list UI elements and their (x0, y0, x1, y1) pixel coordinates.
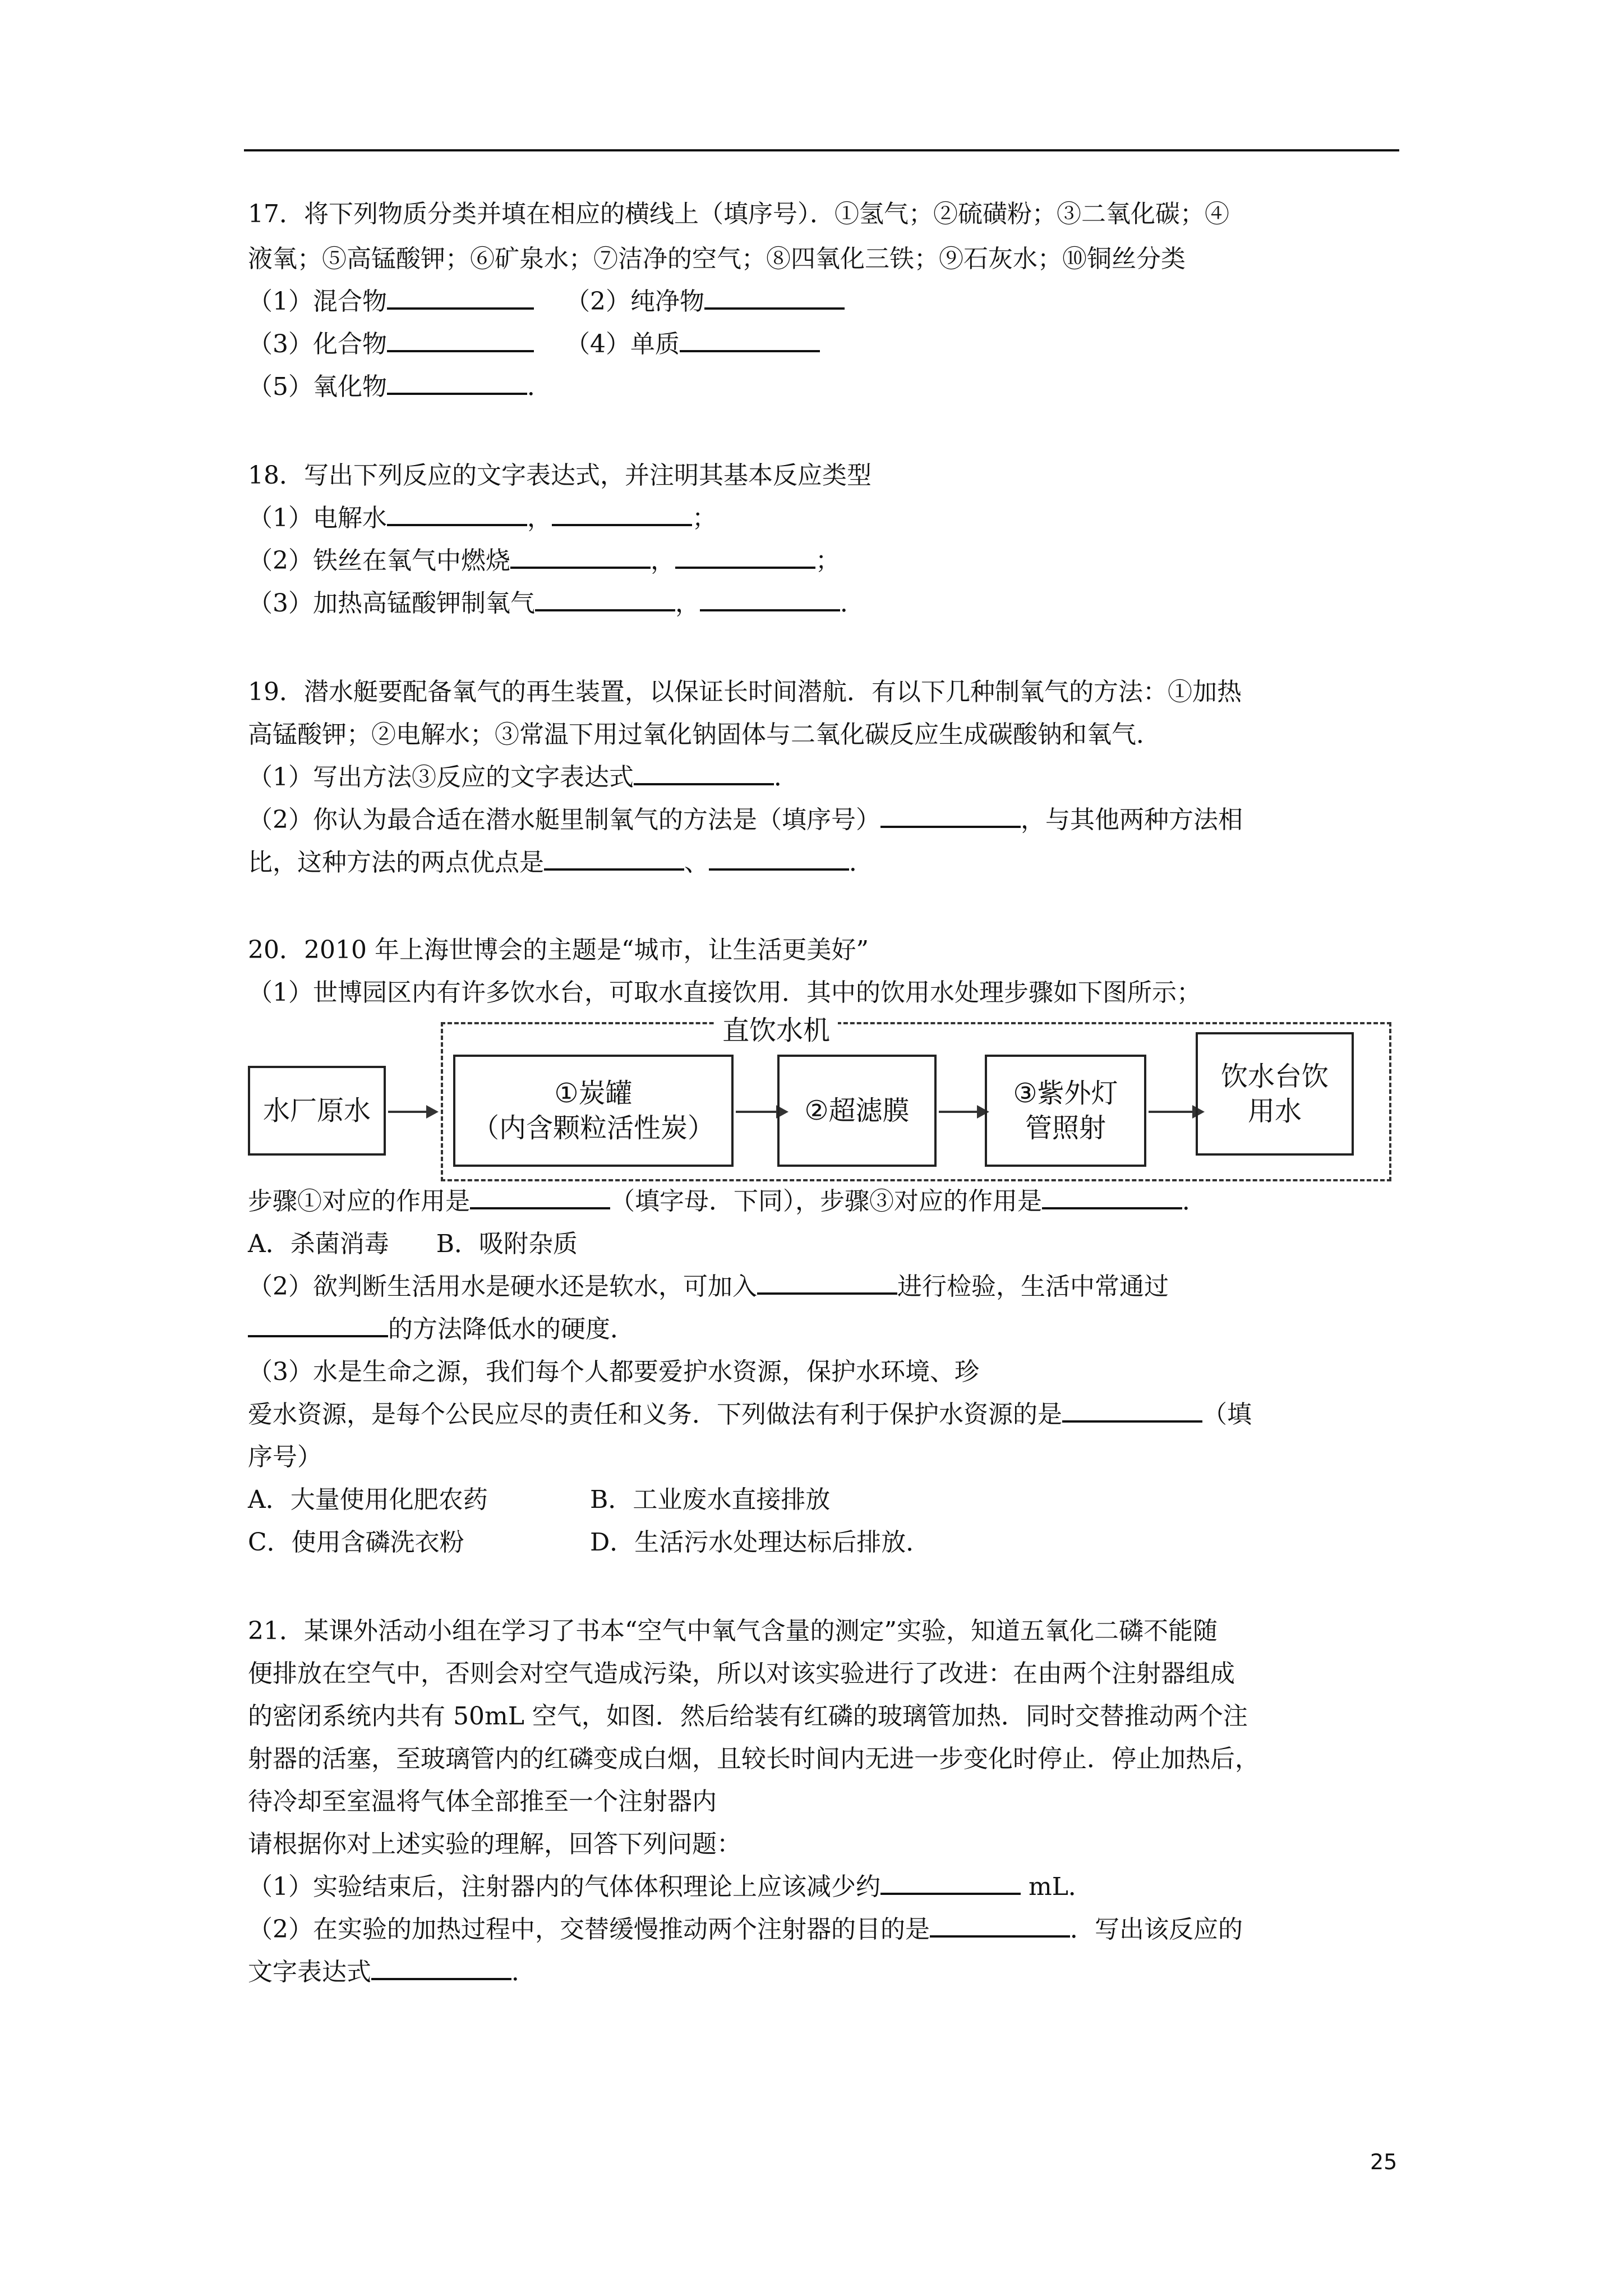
carbon-tank-desc: （内含颗粒活性炭） (472, 1112, 714, 1144)
drinking-water-box (1196, 1032, 1354, 1156)
punctuation: ； (815, 546, 840, 575)
group-label: 直饮水机 (714, 1009, 838, 1047)
option-a: A．大量使用化肥农药 (248, 1485, 488, 1514)
answer-blank[interactable] (510, 544, 651, 569)
q20-step1-label: 步骤①对应的作用是 (248, 1187, 470, 1216)
q21-line-8 (248, 1913, 1243, 1947)
page-number: 25 (1370, 2150, 1398, 2174)
answer-blank[interactable] (675, 544, 815, 569)
q21-line-2: 便排放在空气中，否则会对空气造成污染，所以对该实验进行了改进：在由两个注射器组成 (248, 1659, 1235, 1688)
q20-line-6: （3）水是生命之源，我们每个人都要爱护水资源，保护水环境、珍 (248, 1358, 979, 1386)
arrow (388, 1111, 436, 1113)
q21-line-4: 射器的活塞，至玻璃管内的红磷变成白烟，且较长时间内无进一步变化时停止．停止加热后， (248, 1745, 1260, 1773)
q18-title: 18．写出下列反应的文字表达式，并注明其基本反应类型 (248, 461, 872, 490)
answer-blank[interactable] (757, 1270, 897, 1295)
q21-p2-tail: ．写出该反应的 (1070, 1915, 1243, 1944)
answer-blank[interactable] (387, 285, 534, 310)
q20-p2-tail: 进行检验，生活中常通过 (897, 1272, 1169, 1301)
q18-p2-label: （2）铁丝在氧气中燃烧 (248, 546, 510, 575)
answer-blank[interactable] (387, 328, 534, 352)
q21-p2-cont: 文字表达式 (248, 1958, 371, 1986)
answer-blank[interactable] (680, 328, 820, 352)
q21-line-1: 21．某课外活动小组在学习了书本“空气中氧气含量的测定”实验，知道五氧化二磷不能随 (248, 1617, 1218, 1645)
arrow (939, 1111, 987, 1113)
q21-p2-label: （2）在实验的加热过程中，交替缓慢推动两个注射器的目的是 (248, 1915, 930, 1944)
answer-blank[interactable] (470, 1185, 610, 1209)
q21-line-3: 的密闭系统内共有 50mL 空气，如图．然后给装有红磷的玻璃管加热．同时交替推动两个注 (248, 1702, 1248, 1731)
answer-blank[interactable] (248, 1313, 388, 1337)
q20-line-3 (248, 1185, 1207, 1218)
q18-part-2 (248, 544, 840, 578)
q21-p1-label: （1）实验结束后，注射器内的气体体积理论上应该减少约 (248, 1872, 880, 1901)
q17-pure-label: （2）纯净物 (565, 287, 704, 316)
q17-line-2: 液氧；⑤高锰酸钾；⑥矿泉水；⑦洁净的空气；⑧四氧化三铁；⑨石灰水；⑩铜丝分类 (248, 245, 1186, 273)
header-rule (244, 149, 1399, 151)
q19-line-4 (248, 803, 1243, 837)
q19-line-1: 19．潜水艇要配备氧气的再生装置，以保证长时间潜航．有以下几种制氧气的方法：①加热 (248, 678, 1242, 706)
raw-water-box: 水厂原水 (248, 1066, 386, 1156)
answer-blank[interactable] (535, 587, 675, 611)
q17-element-label: （4）单质 (565, 330, 680, 358)
q20-p2-end: 的方法降低水的硬度． (388, 1315, 635, 1343)
q20-line-7 (248, 1398, 1252, 1432)
arrow (1149, 1111, 1202, 1113)
q19-line-2: 高锰酸钾；②电解水；③常温下用过氧化钠固体与二氧化碳反应生成碳酸钠和氧气． (248, 720, 1161, 749)
answer-blank[interactable] (552, 501, 692, 526)
q20-step3-label: （填字母．下同），步骤③对应的作用是 (610, 1187, 1042, 1216)
q21-p1-unit: mL． (1021, 1872, 1093, 1901)
punctuation: ． (849, 848, 874, 877)
answer-blank[interactable] (709, 846, 849, 871)
uv-lamp-box (985, 1055, 1146, 1167)
q18-p3-label: （3）加热高锰酸钾制氧气 (248, 589, 535, 618)
q20-options-1: A．杀菌消毒 B．吸附杂质 (248, 1230, 578, 1258)
q19-p2-cont: 比，这种方法的两点优点是 (248, 848, 544, 877)
q19-line-3 (248, 761, 799, 794)
q19-p2-label: （2）你认为最合适在潜水艇里制氧气的方法是（填序号） (248, 806, 880, 834)
answer-blank[interactable] (880, 803, 1021, 828)
q17-row-2 (248, 328, 820, 361)
q19-p2-tail: ，与其他两种方法相 (1021, 806, 1243, 834)
punctuation: ， (675, 589, 700, 618)
q17-row-1 (248, 285, 845, 319)
option-c: C．使用含磷洗衣粉 (248, 1528, 464, 1557)
q20-line-4 (248, 1270, 1169, 1304)
punctuation: ． (527, 372, 552, 401)
punctuation: ； (692, 504, 717, 532)
answer-blank[interactable] (634, 761, 774, 785)
drinking-water-l1: 饮水台饮 (1220, 1061, 1329, 1092)
q17-mixture-label: （1）混合物 (248, 287, 387, 316)
q20-p3-tail: （填 (1202, 1400, 1252, 1429)
q20-line-1: 20．2010 年上海世博会的主题是“城市，让生活更美好” (248, 936, 869, 964)
answer-blank[interactable] (544, 846, 684, 871)
q20-options-row-2 (248, 1526, 930, 1559)
answer-blank[interactable] (1042, 1185, 1182, 1209)
answer-blank[interactable] (930, 1913, 1070, 1938)
answer-blank[interactable] (1062, 1398, 1202, 1423)
q20-line-8: 序号） (248, 1443, 322, 1471)
q19-line-5 (248, 846, 874, 880)
punctuation: ． (774, 763, 799, 792)
answer-blank[interactable] (704, 285, 845, 310)
ultrafiltration-box: ②超滤膜 (777, 1055, 937, 1167)
q20-options-row-1 (248, 1483, 830, 1517)
q18-part-3 (248, 587, 865, 620)
q17-oxide-label: （5）氧化物 (248, 372, 387, 401)
punctuation: ， (527, 504, 552, 532)
q21-line-5: 待冷却至室温将气体全部推至一个注射器内 (248, 1787, 717, 1816)
answer-blank[interactable] (387, 370, 527, 395)
drinking-water-l2: 用水 (1247, 1096, 1302, 1127)
punctuation: ． (511, 1958, 536, 1986)
punctuation: 、 (684, 848, 709, 877)
answer-blank[interactable] (371, 1955, 511, 1980)
q21-line-6: 请根据你对上述实验的理解，回答下列问题： (248, 1830, 741, 1858)
q17-line-1: 17．将下列物质分类并填在相应的横线上（填序号）．①氢气；②硫磺粉；③二氧化碳；④ (248, 200, 1229, 228)
punctuation: ． (1182, 1187, 1207, 1216)
carbon-tank-title: ①炭罐 (554, 1078, 633, 1109)
uv-lamp-title: ③紫外灯 (1013, 1078, 1118, 1109)
q21-line-7 (248, 1870, 1093, 1904)
water-treatment-diagram (248, 1010, 1392, 1181)
q17-row-3 (248, 370, 552, 404)
q20-p3-label: 爱水资源，是每个公民应尽的责任和义务．下列做法有利于保护水资源的是 (248, 1400, 1062, 1429)
q18-p1-label: （1）电解水 (248, 504, 387, 532)
uv-lamp-desc: 管照射 (1025, 1112, 1106, 1144)
q21-line-9 (248, 1955, 536, 1989)
answer-blank[interactable] (387, 501, 527, 526)
punctuation: ， (651, 546, 675, 575)
carbon-tank-box (453, 1055, 734, 1167)
q20-line-5 (248, 1313, 635, 1346)
answer-blank[interactable] (700, 587, 840, 611)
q17-compound-label: （3）化合物 (248, 330, 387, 358)
q18-part-1 (248, 501, 717, 535)
option-b: B．工业废水直接排放 (590, 1485, 831, 1514)
punctuation: ． (840, 589, 865, 618)
q20-line-2: （1）世博园区内有许多饮水台，可取水直接饮用．其中的饮用水处理步骤如下图所示； (248, 978, 1201, 1007)
answer-blank[interactable] (880, 1870, 1021, 1895)
q19-p1-label: （1）写出方法③反应的文字表达式 (248, 763, 634, 792)
option-d: D．生活污水处理达标后排放． (590, 1528, 931, 1557)
q20-p2-label: （2）欲判断生活用水是硬水还是软水，可加入 (248, 1272, 757, 1301)
